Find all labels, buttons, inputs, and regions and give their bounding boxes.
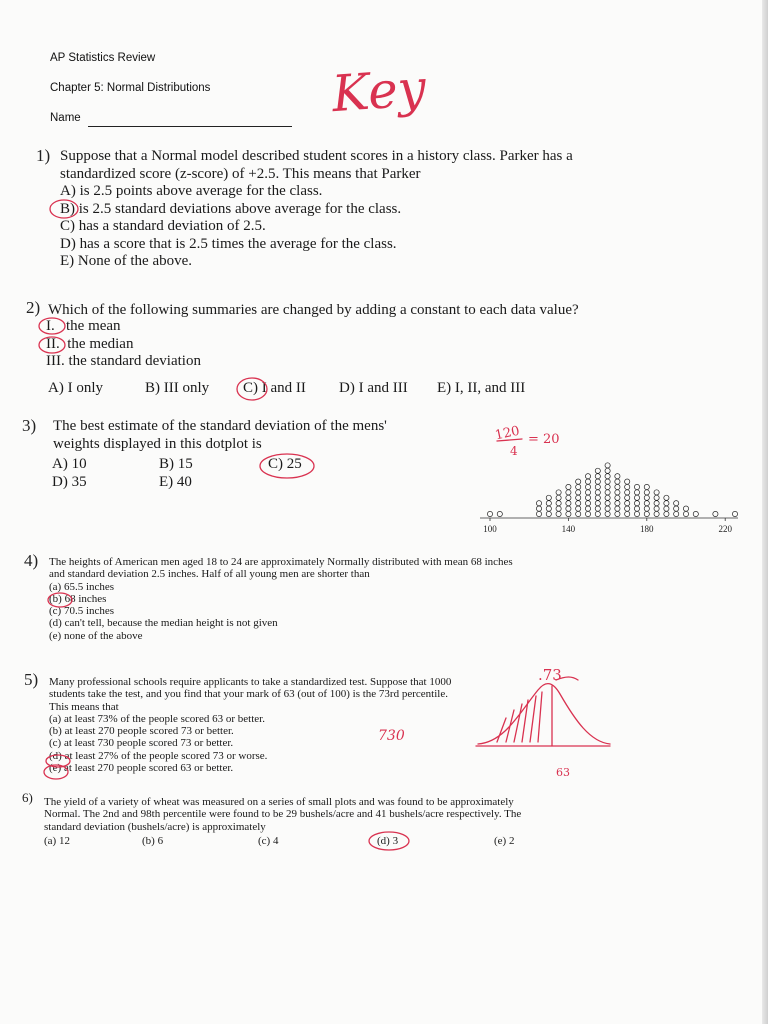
dotplot-dot — [644, 490, 649, 495]
q4-option-a: (a) 65.5 inches — [49, 580, 115, 593]
q6-option-b: (b) 6 — [142, 835, 164, 847]
q6-option-d: (d) 3 — [377, 835, 399, 847]
question-5 — [49, 676, 569, 774]
q2-item-2: II. the median — [46, 335, 134, 352]
q2-option-a: A) I only — [48, 380, 103, 396]
dotplot-dot — [546, 506, 551, 511]
dotplot-dot — [634, 490, 639, 495]
answer-key-mark: Key — [330, 58, 428, 124]
course-title: AP Statistics Review — [50, 52, 156, 64]
q5-option-e: (e) at least 270 people scored 63 or better. — [49, 762, 234, 775]
dotplot-dot — [566, 495, 571, 500]
dotplot-dot — [615, 506, 620, 511]
q2-option-d: D) I and III — [339, 380, 408, 396]
dotplot-ticks — [483, 518, 732, 534]
q2-items — [46, 318, 201, 371]
q3-option-a: A) 10 — [52, 456, 87, 472]
dotplot-dot — [595, 479, 600, 484]
q3-option-e: E) 40 — [159, 474, 192, 490]
q3-work-denominator: 4 — [510, 444, 518, 458]
dotplot-dot — [536, 506, 541, 511]
q2-options — [0, 380, 768, 400]
dotplot-dot — [556, 506, 561, 511]
dotplot-dot — [585, 511, 590, 516]
dotplot-dot — [566, 490, 571, 495]
dotplot-dot — [605, 506, 610, 511]
dotplot-tick-label: 220 — [718, 524, 732, 534]
dotplot-dot — [497, 511, 502, 516]
name-line — [88, 126, 292, 127]
q6-options — [0, 835, 768, 849]
q5-option-c: (c) at least 730 people scored 73 or better. — [49, 737, 234, 750]
dotplot-dot — [615, 490, 620, 495]
q3-option-b: B) 15 — [159, 456, 193, 472]
q4-option-c: (c) 70.5 inches — [49, 605, 115, 618]
question-number-4: 4) — [24, 551, 39, 570]
q1-stem-line: standardized score (z-score) of +2.5. This means that Parker — [60, 165, 421, 182]
q1-option-b: B) is 2.5 standard deviations above average for the class. — [60, 200, 402, 217]
q5-work-percentile: .73 — [538, 666, 562, 684]
dotplot-dot — [713, 511, 718, 516]
dotplot-dot — [644, 495, 649, 500]
dotplot-dot — [634, 495, 639, 500]
dotplot-dot — [693, 511, 698, 516]
dotplot-dot — [683, 506, 688, 511]
dotplot-dot — [595, 484, 600, 489]
dotplot-dot — [644, 506, 649, 511]
q5-work-score: 63 — [556, 766, 570, 779]
q1-stem-line: Suppose that a Normal model described student scores in a history class. Parker has a — [60, 148, 573, 164]
dotplot-dot — [595, 474, 600, 479]
dotplot-dot — [585, 479, 590, 484]
q5-stem-line: Many professional schools require applicants to take a standardized test. Suppose that 1000 — [49, 676, 452, 688]
q5-option-a: (a) at least 73% of the people scored 63 or better. — [49, 712, 265, 725]
q5-option-d: (d) at least 27% of the people scored 73 or worse. — [49, 749, 268, 762]
q6-option-a: (a) 12 — [44, 835, 70, 847]
dotplot-dot — [576, 484, 581, 489]
dotplot-dot — [566, 484, 571, 489]
question-number-6: 6) — [22, 790, 33, 805]
dotplot-dot — [732, 511, 737, 516]
dotplot-dot — [634, 484, 639, 489]
dotplot-dot — [654, 501, 659, 506]
dotplot-dot — [566, 501, 571, 506]
dotplot-dot — [576, 495, 581, 500]
q2-item-1: I. the mean — [46, 318, 121, 334]
dotplot-dot — [674, 501, 679, 506]
chapter-title: Chapter 5: Normal Distributions — [50, 82, 211, 94]
dotplot-dot — [576, 490, 581, 495]
question-4 — [49, 556, 699, 642]
dotplot-dot — [615, 495, 620, 500]
dotplot-dot — [674, 506, 679, 511]
dotplot-dot — [654, 506, 659, 511]
page-edge-shadow — [762, 0, 768, 1024]
dotplot-dot — [585, 506, 590, 511]
dotplot-dot — [595, 506, 600, 511]
dotplot-dot — [644, 501, 649, 506]
q5-work-count: 730 — [378, 728, 405, 744]
dotplot-dot — [585, 484, 590, 489]
dotplot-dot — [585, 495, 590, 500]
dotplot-dot — [664, 501, 669, 506]
q4-stem-line: and standard deviation 2.5 inches. Half of all young men are shorter than — [49, 568, 370, 581]
dotplot-dot — [605, 474, 610, 479]
dotplot-dot — [664, 511, 669, 516]
q6-option-e: (e) 2 — [494, 835, 515, 847]
q4-option-d: (d) can't tell, because the median height is not given — [49, 617, 278, 630]
dotplot-dot — [615, 501, 620, 506]
dotplot-dot — [605, 490, 610, 495]
dotplot-dot — [634, 511, 639, 516]
q3-option-d: D) 35 — [52, 474, 87, 490]
question-number-3: 3) — [22, 416, 37, 435]
name-label: Name — [50, 112, 81, 124]
dotplot-dot — [605, 468, 610, 473]
q3-work-result: = 20 — [528, 432, 560, 447]
dotplot-dot — [615, 474, 620, 479]
dotplot-dot — [585, 474, 590, 479]
q4-stem-line: The heights of American men aged 18 to 24 are approximately Normally distributed with mean 68 inches — [49, 556, 513, 568]
dotplot-dot — [644, 484, 649, 489]
question-1 — [60, 148, 640, 183]
dotplot-dot — [605, 463, 610, 468]
q3-stem-line: weights displayed in this dotplot is — [53, 435, 262, 452]
q2-option-e: E) I, II, and III — [437, 380, 526, 396]
q6-stem-line: Normal. The 2nd and 98th percentile were found to be 29 bushels/acre and 41 bushels/acre respectively. The — [44, 808, 522, 821]
dotplot-dot — [556, 501, 561, 506]
dotplot-dot — [674, 511, 679, 516]
q1-option-a: A) is 2.5 points above average for the class. — [60, 183, 323, 199]
q3-stem-line: The best estimate of the standard deviation of the mens' — [53, 418, 387, 434]
question-number-5: 5) — [24, 670, 39, 689]
weights-dotplot — [480, 418, 740, 536]
dotplot-dot — [546, 495, 551, 500]
q4-option-b: (b) 68 inches — [49, 592, 107, 605]
dotplot-dot — [585, 501, 590, 506]
q2-option-b: B) III only — [145, 380, 210, 396]
q2-option-c: C) I and II — [243, 380, 306, 396]
dotplot-dot — [625, 490, 630, 495]
q2-stem-line: Which of the following summaries are changed by adding a constant to each data value? — [48, 302, 579, 318]
dotplot-dot — [556, 495, 561, 500]
q1-option-c: C) has a standard deviation of 2.5. — [60, 218, 266, 234]
q5-option-b: (b) at least 270 people scored 73 or better. — [49, 725, 234, 738]
q1-option-e: E) None of the above. — [60, 253, 193, 269]
dotplot-dot — [595, 468, 600, 473]
q6-option-c: (c) 4 — [258, 835, 279, 847]
dotplot-dot — [664, 506, 669, 511]
dotplot-dot — [595, 490, 600, 495]
dotplot-dot — [556, 490, 561, 495]
dotplot-dot — [546, 511, 551, 516]
dotplot-dot — [654, 511, 659, 516]
dotplot-dot — [615, 484, 620, 489]
dotplot-dot — [625, 495, 630, 500]
question-6 — [44, 796, 734, 833]
dotplot-tick-label: 180 — [640, 524, 654, 534]
dotplot-dot — [625, 501, 630, 506]
dotplot-dot — [664, 495, 669, 500]
dotplot-dot — [605, 479, 610, 484]
q5-stem-line: students take the test, and you find that your mark of 63 (out of 100) is the 73rd percentile. — [49, 688, 448, 701]
q5-stem-line: This means that — [49, 700, 119, 713]
q4-option-e: (e) none of the above — [49, 629, 143, 642]
dotplot-dot — [625, 511, 630, 516]
dotplot-dot — [487, 511, 492, 516]
dotplot-dot — [576, 501, 581, 506]
dotplot-dots — [487, 463, 737, 517]
dotplot-dot — [615, 511, 620, 516]
dotplot-dot — [576, 506, 581, 511]
question-number-2: 2) — [26, 298, 41, 317]
dotplot-dot — [585, 490, 590, 495]
q1-options — [60, 183, 401, 271]
dotplot-dot — [595, 501, 600, 506]
dotplot-dot — [654, 490, 659, 495]
dotplot-dot — [605, 484, 610, 489]
dotplot-tick-label: 100 — [483, 524, 497, 534]
q3-work-numerator: 120 — [493, 423, 522, 444]
dotplot-dot — [595, 495, 600, 500]
dotplot-dot — [683, 511, 688, 516]
question-3 — [53, 418, 473, 453]
dotplot-dot — [556, 511, 561, 516]
dotplot-dot — [625, 479, 630, 484]
dotplot-dot — [634, 506, 639, 511]
dotplot-dot — [625, 506, 630, 511]
q1-option-d: D) has a score that is 2.5 times the average for the class. — [60, 235, 397, 252]
dotplot-dot — [605, 495, 610, 500]
dotplot-dot — [625, 484, 630, 489]
q3-option-c: C) 25 — [268, 456, 302, 472]
q3-options — [0, 456, 480, 496]
dotplot-dot — [576, 511, 581, 516]
dotplot-dot — [595, 511, 600, 516]
dotplot-dot — [615, 479, 620, 484]
q2-item-3: III. the standard deviation — [46, 353, 201, 369]
dotplot-dot — [566, 511, 571, 516]
question-2 — [48, 302, 668, 320]
dotplot-dot — [605, 501, 610, 506]
dotplot-dot — [644, 511, 649, 516]
dotplot-dot — [546, 501, 551, 506]
dotplot-dot — [576, 479, 581, 484]
dotplot-dot — [634, 501, 639, 506]
dotplot-dot — [654, 495, 659, 500]
dotplot-dot — [536, 511, 541, 516]
dotplot-tick-label: 140 — [561, 524, 576, 534]
question-number-1: 1) — [36, 146, 51, 165]
dotplot-dot — [536, 501, 541, 506]
q6-stem-line: The yield of a variety of wheat was measured on a series of small plots and was found to be approximately — [44, 796, 514, 808]
q6-stem-line: standard deviation (bushels/acre) is approximately — [44, 820, 266, 833]
dotplot-dot — [605, 511, 610, 516]
dotplot-dot — [566, 506, 571, 511]
